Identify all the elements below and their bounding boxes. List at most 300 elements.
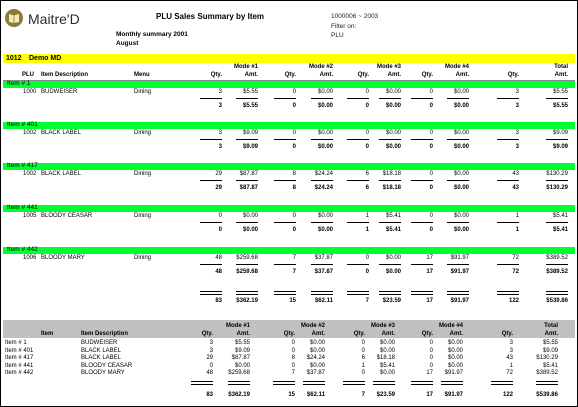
subtotal-cell: 0 <box>365 144 369 150</box>
summary-value-cell: $0.00 <box>447 347 463 354</box>
summary-mode-header: Mode #3 <box>370 323 395 329</box>
subtotal-cell: 1 <box>515 227 519 233</box>
subtotal-cell: 29 <box>215 185 222 191</box>
subtotal-cell: $91.97 <box>450 269 469 275</box>
value-cell: $389.52 <box>546 255 568 261</box>
value-cell: 29 <box>215 171 222 177</box>
subtotal-rule <box>497 98 519 99</box>
subtotal-rule <box>497 180 519 181</box>
subtotal-cell: 6 <box>365 185 369 191</box>
grand-total-rule <box>447 291 469 295</box>
summary-value-cell: $0.00 <box>379 370 395 376</box>
item-group-band <box>3 205 575 212</box>
grand-total-cell: 17 <box>426 298 433 304</box>
summary-value-cell: $91.97 <box>444 370 463 376</box>
summary-total-cell: $539.86 <box>536 392 558 398</box>
item-description-cell: BLOODY CEASAR <box>41 213 93 219</box>
summary-item-cell: Item # 442 <box>5 370 34 376</box>
summary-total-cell: 7 <box>361 392 365 398</box>
grand-total-rule <box>497 291 519 295</box>
summary-amt-header: Amt. <box>381 331 395 337</box>
subtotal-cell: $0.00 <box>385 144 401 150</box>
subtotal-rule <box>311 180 333 181</box>
summary-qty-header: Qty. <box>421 331 433 337</box>
subtotal-rule <box>274 98 296 99</box>
subtotal-cell: $0.00 <box>317 227 333 233</box>
item-description-cell: BLACK LABEL <box>41 130 82 136</box>
menu-cell: Dining <box>134 130 152 136</box>
summary-item-cell: Item # 441 <box>5 362 34 369</box>
item-group-band <box>3 122 575 129</box>
subtotal-cell: 0 <box>365 269 369 275</box>
summary-amt-header: Amt. <box>236 331 250 337</box>
value-cell: $0.00 <box>453 171 469 177</box>
summary-amt-header: Amt. <box>544 331 558 337</box>
qty-header: Qty. <box>357 72 369 78</box>
summary-item-cell: Item # 417 <box>5 355 34 361</box>
summary-value-cell: $389.52 <box>536 370 558 376</box>
grand-total-rule <box>236 291 258 295</box>
qty-header: Qty. <box>421 72 433 78</box>
subtotal-cell: 48 <box>215 269 222 275</box>
subtotal-rule <box>411 98 433 99</box>
subtotal-rule <box>236 264 258 265</box>
subtotal-rule <box>546 139 568 140</box>
qty-header: Qty. <box>210 72 222 78</box>
summary-value-cell: 8 <box>291 355 295 361</box>
subtotal-rule <box>200 139 222 140</box>
summary-total-rule <box>411 381 433 385</box>
summary-value-cell: 0 <box>291 347 295 354</box>
mode-header: Mode #2 <box>308 64 333 70</box>
summary-total-rule <box>303 381 325 385</box>
subtotal-rule <box>379 98 401 99</box>
mode-header: Mode #3 <box>376 64 401 70</box>
subtotal-cell: $0.00 <box>242 227 258 233</box>
subtotal-rule <box>447 139 469 140</box>
value-cell: $0.00 <box>385 89 401 95</box>
item-group-label: Item # 417 <box>7 162 38 169</box>
subtotal-cell: $389.52 <box>546 269 568 275</box>
subtotal-rule <box>200 222 222 223</box>
total-header: Total <box>554 64 568 70</box>
subtotal-cell: 0 <box>429 103 433 109</box>
summary-total-rule <box>273 381 295 385</box>
grand-total-rule <box>347 291 369 295</box>
summary-amt-header: Amt. <box>311 331 325 337</box>
value-cell: $0.00 <box>317 130 333 136</box>
summary-item-cell: Item # 401 <box>5 347 34 354</box>
subtotal-cell: 0 <box>365 103 369 109</box>
subtotal-cell: 3 <box>515 103 519 109</box>
value-cell: 0 <box>292 89 296 95</box>
subtotal-cell: $0.00 <box>453 185 469 191</box>
subtotal-cell: $0.00 <box>385 103 401 109</box>
qty-header: Qty. <box>284 72 296 78</box>
summary-value-cell: $87.87 <box>231 355 250 361</box>
grand-total-cell: 7 <box>365 298 369 304</box>
value-cell: $0.00 <box>385 130 401 136</box>
subtotal-cell: $9.09 <box>552 144 568 150</box>
subtotal-cell: 0 <box>292 103 296 109</box>
summary-value-cell: 0 <box>291 340 295 346</box>
subtotal-cell: $130.29 <box>546 185 568 191</box>
grand-total-cell: 15 <box>289 298 296 304</box>
value-cell: 6 <box>365 171 369 177</box>
summary-qty-header: Qty. <box>353 331 365 337</box>
summary-value-cell: 17 <box>426 370 433 376</box>
subtotal-rule <box>447 222 469 223</box>
item-group-band <box>3 163 575 170</box>
summary-value-cell: $5.55 <box>542 340 558 346</box>
summary-mode-header: Mode #4 <box>438 323 463 329</box>
summary-value-cell: $18.18 <box>376 355 395 361</box>
summary-desc-cell: BLOODY CEASAR <box>81 362 133 369</box>
summary-value-cell: $130.29 <box>536 355 558 361</box>
summary-desc-cell: BUDWEISER <box>81 340 118 346</box>
grand-total-rule <box>200 291 222 295</box>
summary-value-cell: $0.00 <box>447 362 463 369</box>
value-cell: $0.00 <box>453 130 469 136</box>
value-cell: 0 <box>365 255 369 261</box>
subtotal-cell: $0.00 <box>453 144 469 150</box>
book-icon <box>8 12 20 24</box>
summary-value-cell: $9.09 <box>234 347 250 354</box>
value-cell: $9.09 <box>552 130 568 136</box>
subtotal-rule <box>379 264 401 265</box>
subtotal-rule <box>200 264 222 265</box>
summary-value-cell: 0 <box>291 362 295 369</box>
filter-label: Filter on: <box>331 23 357 30</box>
summary-value-cell: $0.00 <box>234 362 250 369</box>
summary-value-cell: 3 <box>209 347 213 354</box>
subtotal-cell: $5.55 <box>552 103 568 109</box>
plu-header: PLU <box>22 72 34 78</box>
subtotal-cell: 72 <box>512 269 519 275</box>
summary-value-cell: $5.55 <box>234 340 250 346</box>
report-month: August <box>116 40 139 47</box>
summary-value-cell: $37.87 <box>306 370 325 376</box>
subtotal-cell: $5.55 <box>242 103 258 109</box>
subtotal-cell: 0 <box>429 144 433 150</box>
summary-total-cell: 17 <box>426 392 433 398</box>
summary-item-header: Item <box>41 331 54 337</box>
summary-total-header: Total <box>544 323 558 329</box>
subtotal-cell: 3 <box>218 144 222 150</box>
amt-header: Amt. <box>554 72 568 78</box>
subtotal-rule <box>447 264 469 265</box>
value-cell: 0 <box>292 130 296 136</box>
subtotal-rule <box>379 180 401 181</box>
value-cell: $18.18 <box>382 171 401 177</box>
value-cell: 0 <box>429 130 433 136</box>
grand-total-rule <box>274 291 296 295</box>
summary-value-cell: 1 <box>361 362 365 369</box>
item-description-header: Item Description <box>41 72 89 78</box>
report-subtitle: Monthly summary 2001 <box>116 31 188 38</box>
grand-total-rule <box>379 291 401 295</box>
logo-icon <box>5 9 23 27</box>
subtotal-cell: 1 <box>365 227 369 233</box>
item-description-cell: BLOODY MARY <box>41 255 85 261</box>
summary-value-cell: $0.00 <box>379 347 395 354</box>
company-name: Demo MD <box>29 55 62 62</box>
subtotal-rule <box>274 264 296 265</box>
value-cell: $5.41 <box>552 213 568 219</box>
value-cell: 0 <box>429 213 433 219</box>
summary-value-cell: $0.00 <box>309 340 325 346</box>
item-group-label: Item # 441 <box>7 204 38 211</box>
item-group-label: Item # 401 <box>7 121 38 128</box>
subtotal-rule <box>411 180 433 181</box>
summary-value-cell: $0.00 <box>309 362 325 369</box>
value-cell: $0.00 <box>242 213 258 219</box>
summary-value-cell: 7 <box>291 370 295 376</box>
value-cell: 0 <box>429 171 433 177</box>
summary-value-cell: 0 <box>361 340 365 346</box>
mode-header: Mode #4 <box>444 64 469 70</box>
value-cell: 0 <box>429 89 433 95</box>
subtotal-rule <box>236 139 258 140</box>
qty-header: Qty. <box>507 72 519 78</box>
summary-value-cell: 6 <box>361 355 365 361</box>
subtotal-cell: 0 <box>218 227 222 233</box>
summary-value-cell: 0 <box>429 362 433 369</box>
item-group-label: Item # 1 <box>7 80 31 87</box>
value-cell: 3 <box>218 130 222 136</box>
subtotal-rule <box>347 264 369 265</box>
menu-cell: Dining <box>134 89 152 95</box>
summary-total-cell: 15 <box>288 392 295 398</box>
subtotal-rule <box>546 98 568 99</box>
subtotal-cell: $9.09 <box>242 144 258 150</box>
summary-value-cell: $0.00 <box>447 355 463 361</box>
summary-value-cell: 0 <box>429 347 433 354</box>
report-id: 1000006 ~ 2003 <box>331 13 379 20</box>
menu-header: Menu <box>134 72 150 78</box>
subtotal-cell: $87.87 <box>239 185 258 191</box>
value-cell: 3 <box>218 89 222 95</box>
value-cell: 17 <box>426 255 433 261</box>
plu-cell: 1000 <box>23 89 37 95</box>
company-code: 1012 <box>6 55 22 62</box>
amt-header: Amt. <box>455 72 469 78</box>
subtotal-rule <box>497 139 519 140</box>
value-cell: 0 <box>365 89 369 95</box>
subtotal-rule <box>200 98 222 99</box>
summary-value-cell: 0 <box>361 347 365 354</box>
value-cell: 8 <box>292 171 296 177</box>
summary-value-cell: $0.00 <box>309 347 325 354</box>
item-group-label: Item # 442 <box>7 246 38 253</box>
plu-cell: 1006 <box>23 255 37 261</box>
subtotal-rule <box>447 98 469 99</box>
subtotal-rule <box>274 180 296 181</box>
subtotal-rule <box>379 139 401 140</box>
value-cell: 0 <box>218 213 222 219</box>
value-cell: $0.00 <box>317 213 333 219</box>
subtotal-cell: 0 <box>429 227 433 233</box>
value-cell: $24.24 <box>314 171 333 177</box>
summary-total-rule <box>536 381 558 385</box>
summary-desc-cell: BLACK LABEL <box>81 347 122 354</box>
summary-total-cell: $91.97 <box>444 392 463 398</box>
plu-cell: 1005 <box>23 213 37 219</box>
value-cell: 0 <box>292 213 296 219</box>
summary-total-rule <box>441 381 463 385</box>
summary-total-rule <box>343 381 365 385</box>
subtotal-cell: $0.00 <box>317 144 333 150</box>
value-cell: $0.00 <box>385 255 401 261</box>
menu-cell: Dining <box>134 213 152 219</box>
subtotal-cell: $0.00 <box>317 103 333 109</box>
summary-item-cell: Item # 1 <box>5 340 27 346</box>
subtotal-rule <box>546 222 568 223</box>
summary-desc-cell: BLACK LABEL <box>81 355 122 361</box>
subtotal-cell: 3 <box>515 144 519 150</box>
subtotal-cell: $5.41 <box>552 227 568 233</box>
value-cell: 1 <box>515 213 519 219</box>
summary-value-cell: 48 <box>206 370 213 376</box>
subtotal-cell: 43 <box>512 185 519 191</box>
summary-total-cell: $62.11 <box>306 392 325 398</box>
item-group-band <box>3 247 575 254</box>
subtotal-cell: $0.00 <box>453 227 469 233</box>
subtotal-rule <box>200 180 222 181</box>
summary-value-cell: $259.68 <box>228 370 250 376</box>
report-title: PLU Sales Summary by Item <box>156 12 265 21</box>
summary-value-cell: $24.24 <box>306 355 325 361</box>
summary-value-cell: 3 <box>509 340 513 346</box>
brand-name: Maitre'D <box>28 11 80 27</box>
subtotal-cell: $18.18 <box>382 185 401 191</box>
grand-total-rule <box>311 291 333 295</box>
summary-desc-header: Item Description <box>81 331 129 337</box>
summary-value-cell: 0 <box>429 355 433 361</box>
summary-total-rule <box>373 381 395 385</box>
subtotal-rule <box>236 222 258 223</box>
subtotal-cell: 7 <box>292 269 296 275</box>
amt-header: Amt. <box>387 72 401 78</box>
value-cell: $0.00 <box>317 89 333 95</box>
plu-cell: 1002 <box>23 171 37 177</box>
grand-total-cell: $539.86 <box>546 298 568 304</box>
subtotal-cell: $0.00 <box>385 269 401 275</box>
subtotal-rule <box>411 222 433 223</box>
grand-total-cell: 122 <box>508 298 519 304</box>
subtotal-cell: 8 <box>292 185 296 191</box>
summary-qty-header: Qty. <box>501 331 513 337</box>
subtotal-rule <box>497 222 519 223</box>
summary-value-cell: 3 <box>509 347 513 354</box>
summary-value-cell: $9.09 <box>542 347 558 354</box>
value-cell: $0.00 <box>453 213 469 219</box>
summary-value-cell: $0.00 <box>379 340 395 346</box>
value-cell: 48 <box>215 255 222 261</box>
summary-qty-header: Qty. <box>201 331 213 337</box>
subtotal-rule <box>347 139 369 140</box>
subtotal-rule <box>311 264 333 265</box>
value-cell: $9.09 <box>242 130 258 136</box>
summary-amt-header: Amt. <box>449 331 463 337</box>
summary-value-cell: 0 <box>361 370 365 376</box>
summary-total-cell: 122 <box>502 392 513 398</box>
grand-total-cell: 83 <box>215 298 222 304</box>
summary-value-cell: 3 <box>209 340 213 346</box>
subtotal-rule <box>236 180 258 181</box>
value-cell: $91.97 <box>450 255 469 261</box>
subtotal-rule <box>347 180 369 181</box>
subtotal-cell: 3 <box>218 103 222 109</box>
value-cell: $0.00 <box>453 89 469 95</box>
summary-total-cell: $362.19 <box>228 392 250 398</box>
subtotal-cell: $24.24 <box>314 185 333 191</box>
summary-total-rule <box>191 381 213 385</box>
subtotal-rule <box>411 264 433 265</box>
menu-cell: Dining <box>134 255 152 261</box>
subtotal-rule <box>311 222 333 223</box>
subtotal-cell: 0 <box>292 144 296 150</box>
value-cell: $5.41 <box>385 213 401 219</box>
summary-value-cell: 29 <box>206 355 213 361</box>
summary-value-cell: 0 <box>209 362 213 369</box>
summary-value-cell: $0.00 <box>447 340 463 346</box>
value-cell: 3 <box>515 89 519 95</box>
value-cell: 3 <box>515 130 519 136</box>
value-cell: 72 <box>512 255 519 261</box>
grand-total-rule <box>546 291 568 295</box>
subtotal-cell: $37.87 <box>314 269 333 275</box>
grand-total-cell: $362.19 <box>236 298 258 304</box>
amt-header: Amt. <box>244 72 258 78</box>
value-cell: $259.68 <box>236 255 258 261</box>
summary-value-cell: $5.41 <box>542 362 558 369</box>
subtotal-rule <box>546 264 568 265</box>
summary-desc-cell: BLOODY MARY <box>81 370 125 376</box>
subtotal-rule <box>379 222 401 223</box>
subtotal-cell: $5.41 <box>385 227 401 233</box>
value-cell: $5.55 <box>242 89 258 95</box>
summary-total-cell: 83 <box>206 392 213 398</box>
subtotal-rule <box>311 139 333 140</box>
value-cell: $37.87 <box>314 255 333 261</box>
value-cell: 43 <box>512 171 519 177</box>
grand-total-cell: $62.11 <box>314 298 333 304</box>
grand-total-cell: $23.59 <box>382 298 401 304</box>
summary-total-cell: $23.59 <box>376 392 395 398</box>
summary-value-cell: $5.41 <box>379 362 395 369</box>
item-description-cell: BUDWEISER <box>41 89 78 95</box>
value-cell: 1 <box>365 213 369 219</box>
summary-mode-header: Mode #1 <box>225 323 250 329</box>
subtotal-rule <box>411 139 433 140</box>
subtotal-rule <box>347 98 369 99</box>
item-group-band <box>3 81 575 88</box>
subtotal-rule <box>497 264 519 265</box>
subtotal-rule <box>274 222 296 223</box>
summary-total-rule <box>228 381 250 385</box>
value-cell: $5.55 <box>552 89 568 95</box>
subtotal-rule <box>347 222 369 223</box>
mode-header: Mode #1 <box>233 64 258 70</box>
subtotal-rule <box>546 180 568 181</box>
subtotal-rule <box>447 180 469 181</box>
subtotal-cell: $0.00 <box>453 103 469 109</box>
grand-total-rule <box>411 291 433 295</box>
summary-mode-header: Mode #2 <box>300 323 325 329</box>
summary-total-rule <box>491 381 513 385</box>
subtotal-rule <box>236 98 258 99</box>
